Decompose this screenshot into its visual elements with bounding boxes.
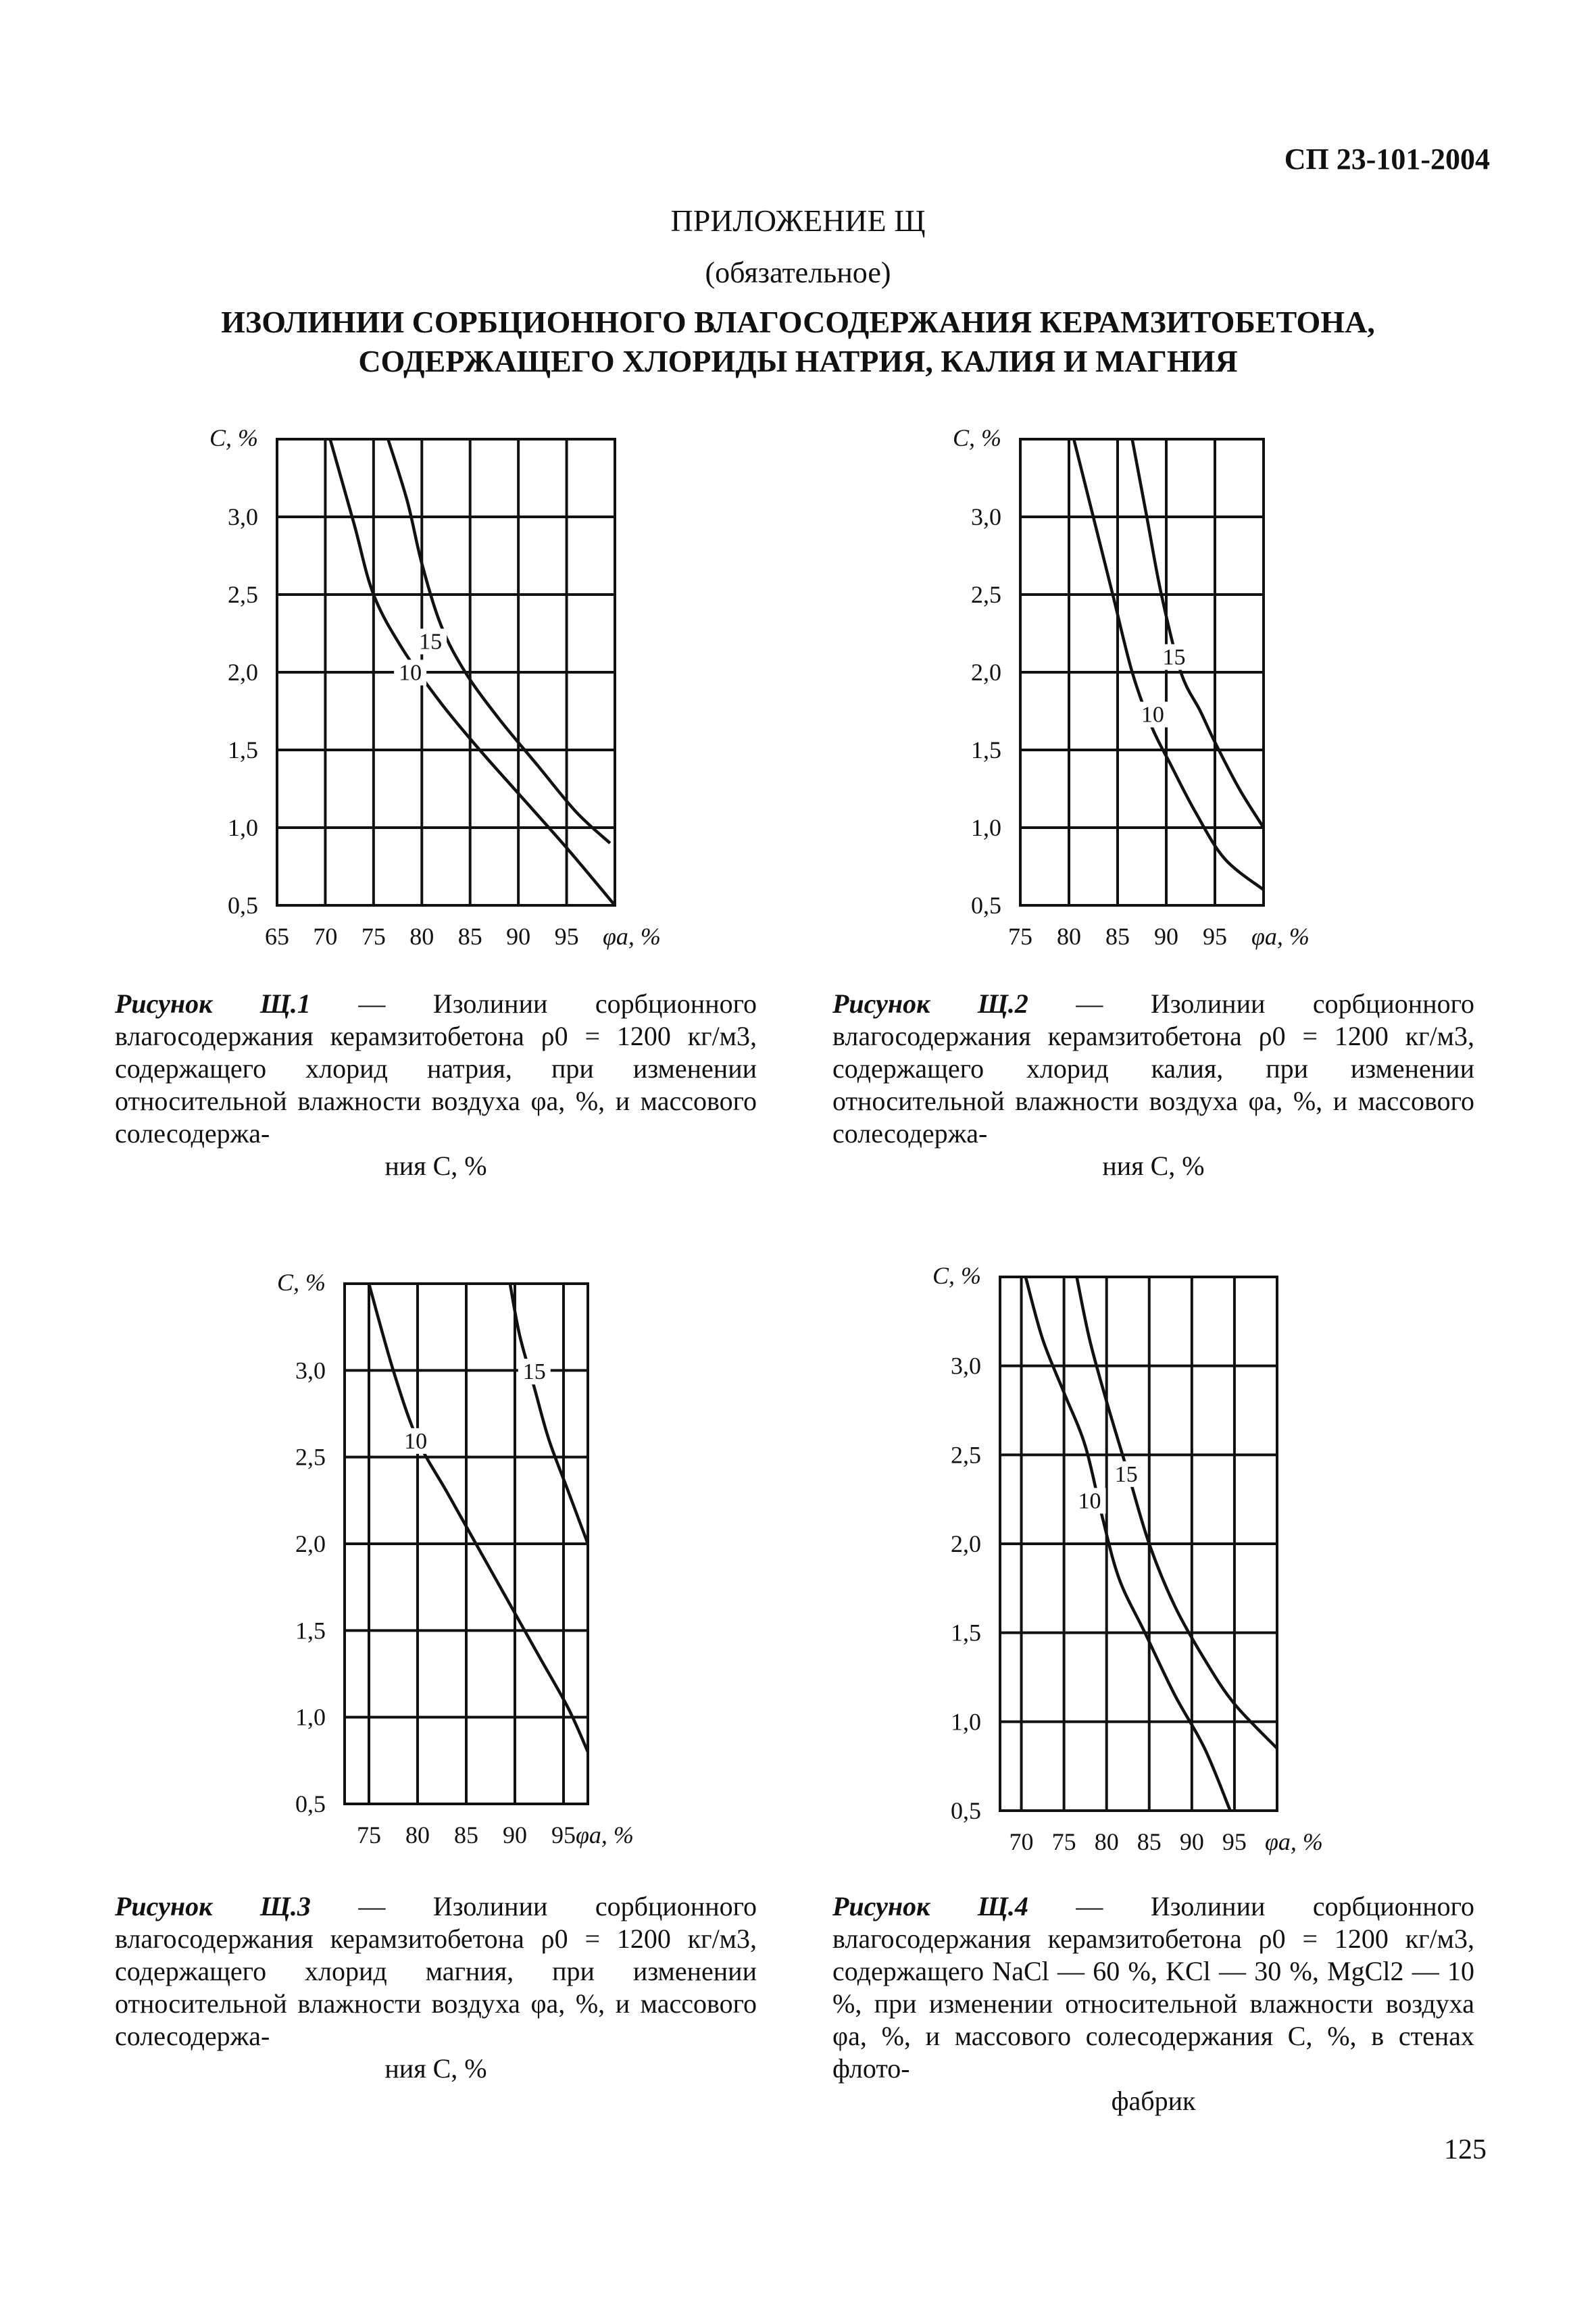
isoline-label: 10 [1078, 1488, 1101, 1514]
figure-caption-1 [115, 988, 757, 1182]
y-tick-label: 1,5 [951, 1619, 981, 1646]
y-tick-label: 2,5 [295, 1443, 326, 1471]
y-tick-label: 2,0 [971, 659, 1001, 686]
figure-caption-2 [832, 988, 1474, 1182]
y-tick-label: 2,5 [228, 581, 258, 608]
x-tick-label: 90 [506, 923, 531, 950]
y-tick-label: 2,0 [951, 1530, 981, 1557]
document-code: СП 23-101-2004 [1284, 143, 1490, 176]
y-tick-label: 1,5 [295, 1617, 326, 1644]
x-tick-label: 90 [1179, 1828, 1204, 1855]
x-tick-label: 85 [454, 1821, 478, 1848]
caption-end: ния С, % [1102, 1151, 1205, 1181]
caption-text: — Изолинии сорбционного влагосодержания керамзитобетона ρ0 = 1200 кг/м3, содержащего хлорид магния, при изменении относительной влажности воздуха φa, %, и массового солесодержа- [115, 1891, 757, 2051]
y-axis-label: С, % [953, 424, 1001, 451]
y-tick-label: 2,0 [295, 1530, 326, 1557]
appendix-status: (обязательное) [705, 256, 891, 289]
x-tick-label: 80 [409, 923, 434, 950]
y-tick-label: 1,0 [228, 814, 258, 841]
x-tick-label: 70 [313, 923, 338, 950]
chart-figure-1 [176, 405, 661, 950]
figure-number: Рисунок Щ.2 [832, 988, 1028, 1019]
y-tick-label: 3,0 [951, 1352, 981, 1380]
x-tick-label: 75 [1051, 1828, 1076, 1855]
y-tick-label: 3,0 [228, 503, 258, 530]
x-tick-label: 70 [1009, 1828, 1034, 1855]
caption-text: — Изолинии сорбционного влагосодержания керамзитобетона ρ0 = 1200 кг/м3, содержащего хлорид калия, при изменении относительной влажности воздуха φa, %, и массового солесодержа- [832, 988, 1475, 1149]
chart-figure-3 [243, 1243, 676, 1851]
isoline-label: 15 [419, 629, 443, 655]
x-tick-label: 75 [361, 923, 386, 950]
isoline-label: 10 [1141, 702, 1164, 728]
figure-number: Рисунок Щ.1 [115, 988, 311, 1019]
appendix-title [0, 303, 1596, 381]
y-tick-label: 0,5 [951, 1797, 981, 1824]
isoline-10 [369, 1284, 588, 1752]
caption-end: ния С, % [384, 2053, 487, 2084]
figure-caption-3 [115, 1890, 757, 2085]
x-tick-label: 90 [503, 1821, 527, 1848]
x-tick-label: 75 [357, 1821, 381, 1848]
appendix-label: ПРИЛОЖЕНИЕ Щ [670, 203, 926, 238]
y-axis-label: С, % [209, 424, 258, 451]
y-axis-label: С, % [277, 1269, 326, 1296]
x-tick-label: 80 [405, 1821, 430, 1848]
caption-end: фабрик [1111, 2086, 1196, 2116]
y-tick-label: 3,0 [295, 1357, 326, 1384]
page-number: 125 [1444, 2134, 1487, 2165]
isoline-15 [510, 1284, 588, 1544]
y-axis-label: С, % [932, 1262, 981, 1289]
x-tick-label: 95 [554, 923, 579, 950]
appendix-title-line2: СОДЕРЖАЩЕГО ХЛОРИДЫ НАТРИЯ, КАЛИЯ И МАГНИЯ [358, 344, 1238, 378]
y-tick-label: 2,5 [971, 581, 1001, 608]
caption-end: ния С, % [384, 1151, 487, 1181]
y-tick-label: 2,5 [951, 1441, 981, 1469]
x-axis-label: φa, % [576, 1821, 634, 1848]
isoline-label: 15 [522, 1359, 546, 1385]
chart-figure-2 [919, 405, 1351, 950]
isoline-label: 15 [1114, 1461, 1138, 1487]
y-tick-label: 0,5 [295, 1790, 326, 1817]
caption-text: — Изолинии сорбционного влагосодержания керамзитобетона ρ0 = 1200 кг/м3, содержащего хлорид натрия, при изменении относительной влажности воздуха φa, %, и массового солесодержа- [115, 988, 757, 1149]
figure-number: Рисунок Щ.4 [832, 1891, 1028, 1921]
y-tick-label: 0,5 [971, 892, 1001, 919]
x-axis-label: φa, % [1265, 1828, 1323, 1855]
isoline-label: 15 [1162, 645, 1186, 670]
y-tick-label: 1,5 [971, 736, 1001, 763]
appendix-title-line1: ИЗОЛИНИИ СОРБЦИОННОГО ВЛАГОСОДЕРЖАНИЯ КЕРАМЗИТОБЕТОНА, [221, 305, 1375, 339]
figure-number: Рисунок Щ.3 [115, 1891, 311, 1921]
isoline-15 [1132, 439, 1264, 828]
x-tick-label: 80 [1094, 1828, 1119, 1855]
y-tick-label: 1,5 [228, 736, 258, 763]
y-tick-label: 1,0 [295, 1703, 326, 1731]
isoline-label: 10 [399, 660, 422, 686]
x-tick-label: 90 [1154, 923, 1178, 950]
x-tick-label: 75 [1008, 923, 1032, 950]
x-tick-label: 85 [1137, 1828, 1162, 1855]
chart-figure-4 [885, 1236, 1372, 1858]
x-axis-label: φa, % [603, 923, 661, 950]
x-tick-label: 65 [265, 923, 289, 950]
x-tick-label: 85 [457, 923, 482, 950]
y-tick-label: 0,5 [228, 892, 258, 919]
y-tick-label: 2,0 [228, 659, 258, 686]
x-tick-label: 95 [551, 1821, 576, 1848]
y-tick-label: 1,0 [951, 1708, 981, 1736]
y-tick-label: 1,0 [971, 814, 1001, 841]
y-tick-label: 3,0 [971, 503, 1001, 530]
x-tick-label: 80 [1057, 923, 1081, 950]
isoline-label: 10 [404, 1428, 428, 1454]
x-axis-label: φa, % [1251, 923, 1310, 950]
figure-caption-4 [832, 1890, 1474, 2117]
x-tick-label: 85 [1105, 923, 1130, 950]
x-tick-label: 95 [1222, 1828, 1247, 1855]
caption-text: — Изолинии сорбционного влагосодержания керамзитобетона ρ0 = 1200 кг/м3, содержащего NaCl — 60 %, KCl — 30 %, MgCl2 — 10 %, при изменении относительной влажности воздуха φa, %, и массового солесодержания С, %, в стенах флото- [832, 1891, 1475, 2084]
x-tick-label: 95 [1203, 923, 1227, 950]
